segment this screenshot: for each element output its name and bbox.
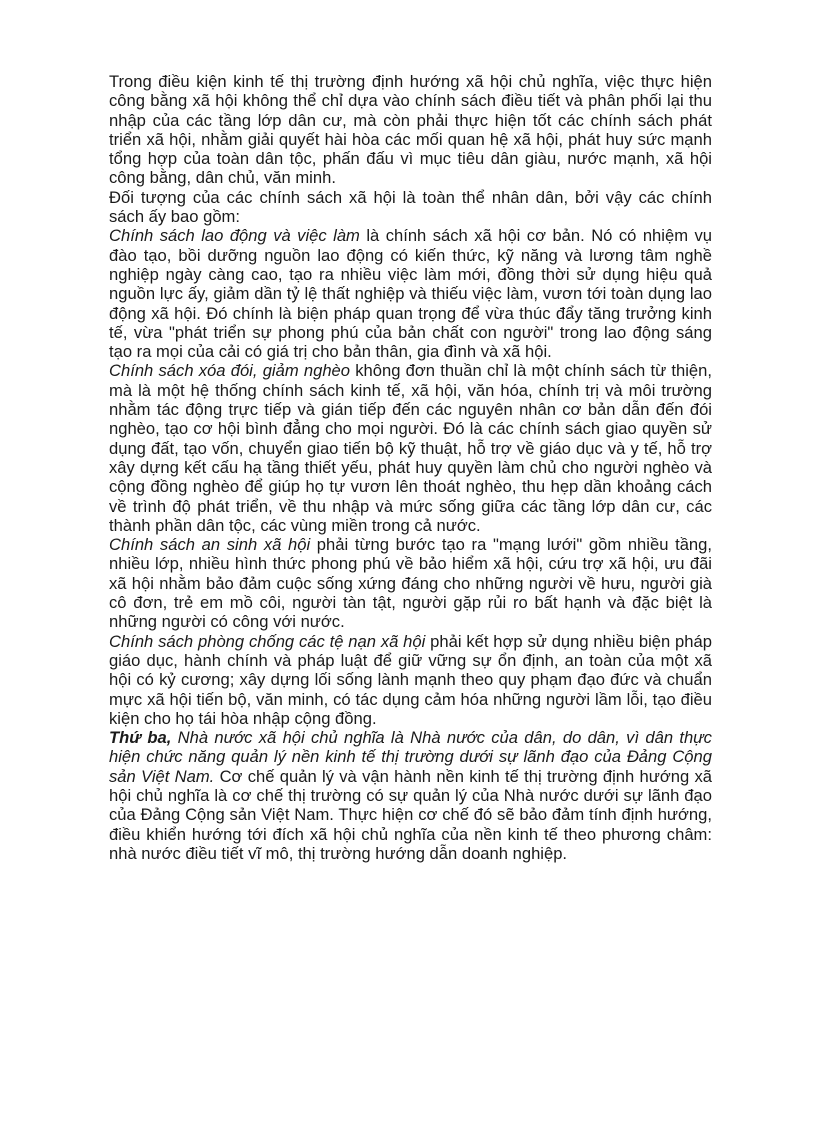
paragraph-social-evils-policy (109, 632, 712, 728)
paragraph-text: Cơ chế quản lý và vận hành nền kinh tế thị trường định hướng xã hội chủ nghĩa là cơ chế thị trường có sự quản lý của Nhà nước dưới sự lãnh đạo của Đảng Cộng sản Việt Nam. Thực hiện cơ chế đó sẽ bảo đảm tính định hướng, điều khiển hướng tới đích xã hội chủ nghĩa của nền kinh tế theo phương châm: nhà nước điều tiết vĩ mô, thị trường hướng dẫn doanh nghiệp. (109, 766, 712, 863)
paragraph-text: là chính sách xã hội cơ bản. Nó có nhiệm vụ đào tạo, bồi dưỡng nguồn lao động có kiến thức, kỹ năng và lương tâm nghề nghiệp ngày càng cao, tạo ra nhiều việc làm mới, đồng thời sử dụng hiệu quả nguồn lực ấy, giảm dần tỷ lệ thất nghiệp và thiếu việc làm, vươn tới toàn dụng lao động xã hội. Đó chính là biện pháp quan trọng để vừa thúc đẩy tăng trưởng kinh tế, vừa "phát triển sự phong phú của bản chất con người" trong lao động sáng tạo ra mọi của cải có giá trị cho bản thân, gia đình và xã hội. (109, 226, 713, 362)
paragraph-text: Trong điều kiện kinh tế thị trường định hướng xã hội chủ nghĩa, việc thực hiện công bằng xã hội không thể chỉ dựa vào chính sách điều tiết và phân phối lại thu nhập của các tầng lớp dân cư, mà còn phải thực hiện tốt các chính sách phát triển xã hội, nhằm giải quyết hài hòa các mối quan hệ xã hội, phát huy sức mạnh tổng hợp của toàn dân tộc, phấn đấu vì mục tiêu dân giàu, nước mạnh, xã hội công bằng, dân chủ, văn minh. (109, 72, 712, 188)
paragraph-social-security-policy (109, 535, 712, 631)
paragraph-policy-scope (109, 188, 712, 227)
paragraph-text: không đơn thuần chỉ là một chính sách từ thiện, mà là một hệ thống chính sách kinh tế, xã hội, văn hóa, chính trị và môi trường nhằm tác động trực tiếp và gián tiếp đến các nguyên nhân cơ bản dẫn đến đói nghèo, tạo cơ hội bình đẳng cho mọi người. Đó là các chính sách giao quyền sử dụng đất, tạo vốn, chuyển giao tiến bộ kỹ thuật, hỗ trợ về giáo dục và y tế, hỗ trợ xây dựng kết cấu hạ tầng thiết yếu, phát huy quyền làm chủ cho người nghèo và cộng đồng nghèo để giúp họ tự vươn lên thoát nghèo, thu hẹp dần khoảng cách về trình độ phát triển, về thu nhập và mức sống giữa các tầng lớp dân cư, các thành phần dân tộc, các vùng miền trong cả nước. (109, 361, 712, 535)
policy-heading: Chính sách an sinh xã hội (109, 535, 311, 555)
paragraph-text: Đối tượng của các chính sách xã hội là toàn thể nhân dân, bởi vậy các chính sách ấy bao gồm: (109, 187, 712, 227)
paragraph-intro (109, 72, 712, 188)
policy-heading: Chính sách xóa đói, giảm nghèo (109, 361, 351, 381)
paragraph-poverty-policy (109, 361, 712, 535)
paragraph-third-point (109, 728, 712, 863)
document-body (109, 72, 712, 863)
paragraph-text: phải kết hợp sử dụng nhiều biện pháp giáo dục, hành chính và pháp luật để giữ vững sự ổn định, an toàn của một xã hội có kỷ cương; xây dựng lối sống lành mạnh theo quy phạm đạo đức và chuẩn mực xã hội tiến bộ, văn minh, có tác dụng cảm hóa những người lầm lỗi, tạo điều kiện cho họ tái hòa nhập cộng đồng. (109, 631, 712, 728)
section-marker: Thứ ba, (109, 728, 172, 748)
paragraph-labor-policy (109, 226, 712, 361)
section-heading: Nhà nước xã hội chủ nghĩa là Nhà nước của dân, do dân, vì dân thực hiện chức năng quản lý nền kinh tế thị trường dưới sự lãnh đạo của Đảng Cộng sản Việt Nam. (109, 728, 712, 786)
paragraph-text: phải từng bước tạo ra "mạng lưới" gồm nhiều tầng, nhiều lớp, nhiều hình thức phong phú về bảo hiểm xã hội, cứu trợ xã hội, ưu đãi xã hội nhằm bảo đảm cuộc sống xứng đáng cho những người về hưu, người già cô đơn, trẻ em mồ côi, người tàn tật, người gặp rủi ro bất hạnh và đặc biệt là những người có công với nước. (109, 535, 712, 632)
policy-heading: Chính sách lao động và việc làm (109, 226, 360, 246)
policy-heading: Chính sách phòng chống các tệ nạn xã hội (109, 631, 426, 651)
